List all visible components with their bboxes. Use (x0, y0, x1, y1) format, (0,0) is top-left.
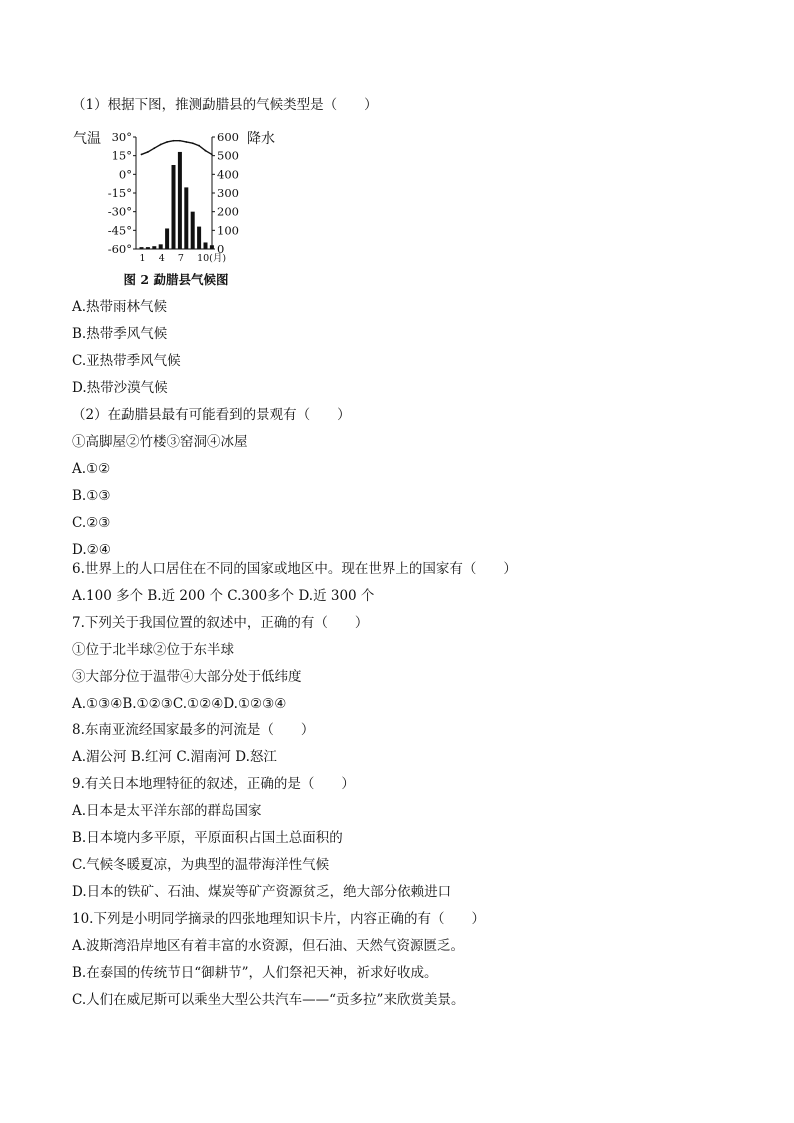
temp-tick-label: 30° (111, 130, 132, 144)
temperature-curve (142, 141, 212, 155)
precipitation-bar (210, 245, 214, 249)
precipitation-bar (140, 247, 144, 249)
q6-options: A.100 多个 B.近 200 个 C.300多个 D.近 300 个 (72, 588, 375, 604)
temp-tick-label: -30° (107, 204, 132, 219)
precip-tick-label: 500 (217, 148, 239, 163)
q2-option-a: A.①② (72, 461, 111, 477)
temp-tick-label: 0° (118, 167, 132, 182)
precipitation-bar (165, 228, 169, 249)
chart-title: 图 2 勐腊县气候图 (123, 272, 229, 287)
precip-tick-label: 0 (217, 242, 225, 256)
q1-option-a: A.热带雨林气候 (72, 299, 168, 315)
q9-option-d: D.日本的铁矿、石油、煤炭等矿产资源贫乏，绝大部分依赖进口 (72, 884, 452, 900)
q9-option-a: A.日本是太平洋东部的群岛国家 (72, 803, 262, 819)
q1-option-b: B.热带季风气候 (72, 326, 168, 342)
precipitation-bar (191, 212, 195, 249)
question-9-stem: 9.有关日本地理特征的叙述，正确的是（ ） (72, 776, 355, 792)
temp-tick-label: -45° (107, 223, 132, 238)
precip-tick-label: 200 (217, 204, 239, 219)
question-2-stem: （2）在勐腊县最有可能看到的景观有（ ） (72, 407, 351, 423)
x-tick-label: 10(月) (197, 253, 227, 264)
precip-tick-label: 400 (217, 167, 239, 182)
precipitation-bar (204, 242, 208, 249)
precipitation-bar (159, 244, 163, 249)
q10-option-b: B.在泰国的传统节日“御耕节”，人们祭祀天神，祈求好收成。 (72, 965, 438, 981)
q1-option-c: C.亚热带季风气候 (72, 353, 181, 369)
q2-option-c: C.②③ (72, 515, 111, 531)
question-8-stem: 8.东南亚流经国家最多的河流是（ ） (72, 722, 315, 738)
temp-tick-label: 15° (111, 148, 132, 163)
q7-options: A.①③④B.①②③C.①②④D.①②③④ (72, 696, 287, 712)
q2-option-d: D.②④ (72, 542, 111, 558)
q7-items-2: ③大部分位于温带④大部分处于低纬度 (72, 669, 302, 685)
x-tick-label: 1 (139, 253, 146, 264)
precipitation-bar (146, 247, 150, 249)
q10-option-c: C.人们在威尼斯可以乘坐大型公共汽车——“贡多拉”来欣赏美景。 (72, 992, 465, 1008)
q9-option-b: B.日本境内多平原，平原面积占国土总面积的 (72, 830, 343, 846)
precip-tick-label: 100 (217, 223, 239, 238)
q1-option-d: D.热带沙漠气候 (72, 380, 168, 396)
right-axis-label: 降水 (247, 131, 275, 147)
q9-option-c: C.气候冬暖夏凉，为典型的温带海洋性气候 (72, 857, 330, 873)
question-10-stem: 10.下列是小明同学摘录的四张地理知识卡片，内容正确的有（ ） (72, 911, 485, 927)
x-tick-label: 4 (158, 253, 165, 264)
left-axis-label: 气温 (73, 131, 101, 147)
precipitation-bar (197, 227, 201, 249)
q10-option-a: A.波斯湾沿岸地区有着丰富的水资源，但石油、天然气资源匮乏。 (72, 938, 465, 954)
precipitation-bar (178, 152, 182, 249)
q8-options: A.湄公河 B.红河 C.湄南河 D.怒江 (72, 749, 277, 765)
precip-tick-label: 600 (217, 130, 239, 144)
q7-items-1: ①位于北半球②位于东半球 (72, 642, 234, 658)
x-tick-label: 7 (177, 253, 184, 264)
q2-items: ①高脚屋②竹楼③窑洞④冰屋 (72, 434, 248, 450)
climate-chart (72, 124, 292, 294)
precipitation-bar (184, 187, 188, 249)
precipitation-bar (152, 246, 156, 249)
q2-option-b: B.①③ (72, 488, 111, 504)
precip-tick-label: 300 (217, 186, 239, 200)
precipitation-bar (172, 165, 176, 249)
question-1-stem: （1）根据下图，推测勐腊县的气候类型是（ ） (72, 97, 378, 113)
temp-tick-label: -15° (107, 186, 132, 200)
question-6-stem: 6.世界上的人口居住在不同的国家或地区中。现在世界上的国家有（ ） (72, 561, 517, 577)
question-7-stem: 7.下列关于我国位置的叙述中，正确的有（ ） (72, 615, 369, 631)
temp-tick-label: -60° (107, 242, 132, 256)
